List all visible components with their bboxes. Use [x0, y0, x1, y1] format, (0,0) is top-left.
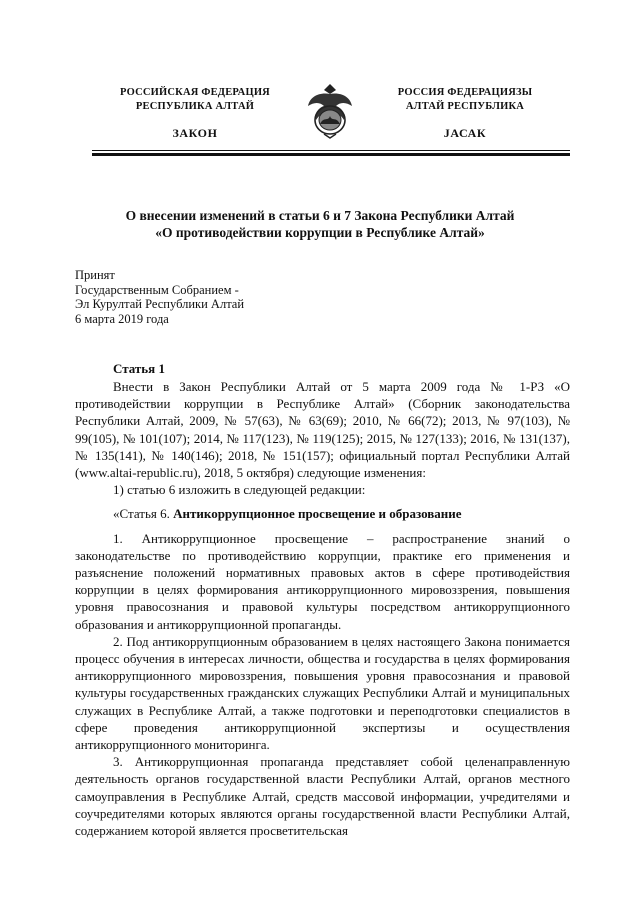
header-left-country: РОССИЙСКАЯ ФЕДЕРАЦИЯ: [120, 87, 270, 98]
title-line-2: «О противодействии коррупции в Республике Алтай»: [155, 225, 485, 240]
adopted-label: Принят: [75, 268, 115, 282]
article-6-prefix: «Статья 6.: [113, 506, 174, 522]
adoption-block: [75, 268, 244, 326]
adopted-date: 6 марта 2019 года: [75, 311, 169, 326]
adopted-by: Государственным Собранием -: [75, 282, 239, 297]
header-divider-thick: [92, 153, 570, 156]
header-divider-thin: [92, 150, 570, 151]
paragraph-clause-2: 2. Под антикоррупционным образованием в целях настоящего Закона понимается процесс обучения в интересах личности, общества и государства в целях формирования антикоррупционного мировоззрения, повышения уровня правосознания и правовой культуры государственных гражданских служащих Республики Алтай и муниципальных служащих в Республике Алтай, а также подготовки и переподготовки специалистов в сфере проведения антикоррупционной экспертизы и осуществления антикоррупционного мониторинга.: [75, 633, 570, 753]
header-right-republic: АЛТАЙ РЕСПУБЛИКА: [405, 101, 525, 112]
paragraph-article-6-heading: [75, 505, 570, 522]
paragraph-intro: Внести в Закон Республики Алтай от 5 марта 2009 года № 1-РЗ «О противодействии коррупции в Республике Алтай» (Сборник законодательства Республики Алтай, 2009, № 57(63), № 63(69); 2010, № 66(72); 2013, № 97(103), № 99(105), № 101(107); 2014, № 117(123), № 119(125); 2015, № 127(133); 2016, № 131(137), № 135(141), № 140(146); 2018, № 151(157); официальный портал Республики Алтай (www.altai-republic.ru), 2018, 5 октября) следующие изменения:: [75, 379, 570, 481]
header-left-law: ЗАКОН: [172, 126, 218, 140]
document-title: [80, 207, 560, 241]
coat-of-arms-icon: [306, 82, 354, 140]
header-left-russian: [90, 86, 300, 140]
header-left-republic: РЕСПУБЛИКА АЛТАЙ: [135, 101, 255, 112]
paragraph-clause-1: 1. Антикоррупционное просвещение – распространение знаний о законодательстве по противодействию коррупции, практике его применения и разъяснение положений нормативных правовых актов в сфере противодействия коррупции в целях формирования антикоррупционного мировоззрения, повышения уровня правосознания и правовой культуры посредством антикоррупционного образования и антикоррупционной пропаганды.: [75, 530, 570, 632]
article-6-title: Антикоррупционное просвещение и образование: [173, 506, 462, 522]
article-heading: Статья 1: [113, 361, 165, 376]
header-right-altai: [360, 86, 570, 140]
header-right-country: РОССИЯ ФЕДЕРАЦИЯЗЫ: [397, 87, 533, 98]
paragraph-amendment-1: 1) статью 6 изложить в следующей редакции:: [113, 482, 366, 498]
adopted-parliament: Эл Курултай Республики Алтай: [75, 297, 245, 311]
article-body: [75, 378, 570, 839]
title-line-1: О внесении изменений в статьи 6 и 7 Закона Республики Алтай: [125, 208, 515, 223]
paragraph-clause-3: 3. Антикоррупционная пропаганда представляет собой целенаправленную деятельность органов государственной власти Республики Алтай, органов местного самоуправления в Республике Алтай, средств массовой информации, учредителями и соучредителями которых являются органы государственной власти Республики Алтай, содержанием которой является просветительская: [75, 754, 570, 839]
header-right-law: JАСАК: [443, 126, 487, 140]
